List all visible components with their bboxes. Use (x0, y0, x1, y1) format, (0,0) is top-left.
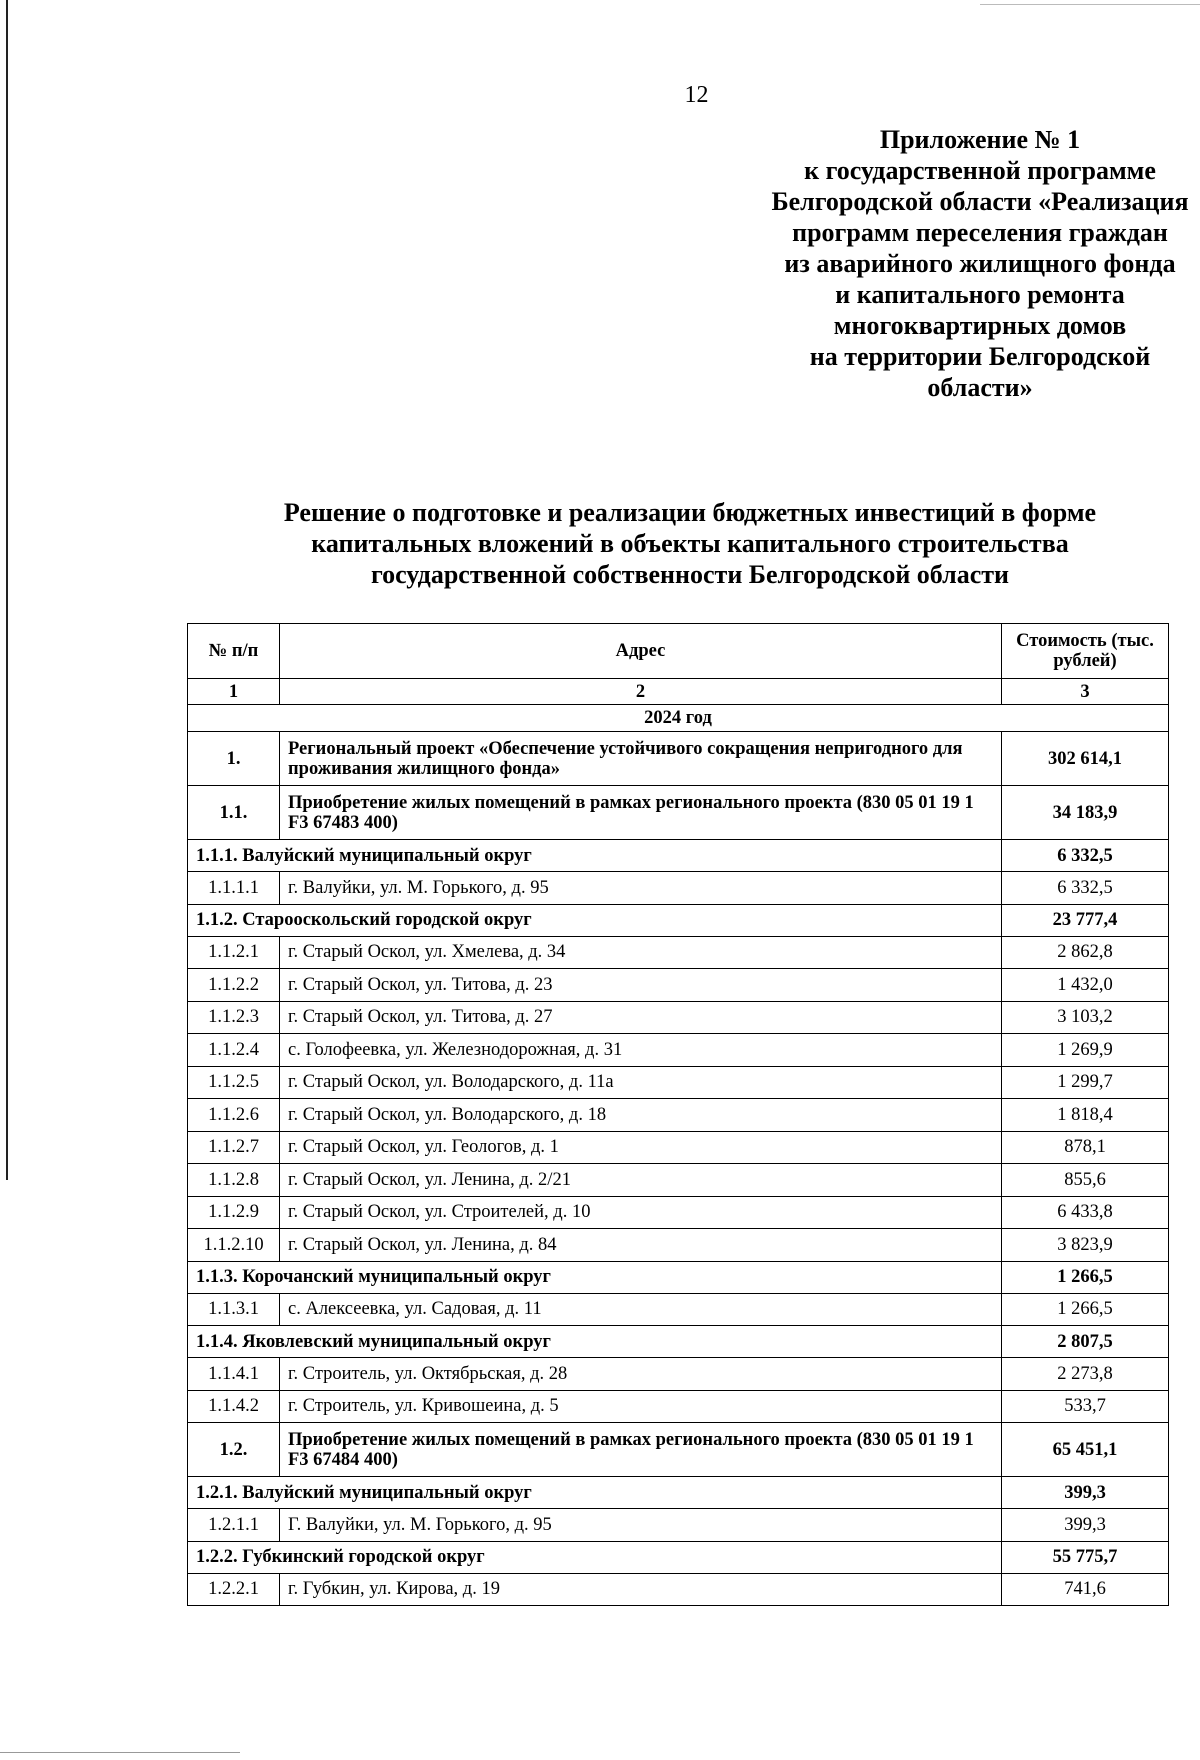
project-row (188, 1423, 1169, 1477)
cost-cell: 1 299,7 (1002, 1066, 1169, 1099)
table-row (188, 1099, 1169, 1132)
table-row (188, 969, 1169, 1002)
title-line: капитальных вложений в объекты капитального строительства (311, 529, 1069, 558)
investment-table (187, 623, 1169, 1606)
scan-left-edge (6, 0, 8, 1180)
row-number: 1.1.4.2 (188, 1390, 280, 1423)
row-number: 1.1. (188, 786, 280, 840)
appendix-line: на территории Белгородской (809, 342, 1151, 371)
cost-cell: 34 183,9 (1002, 786, 1169, 840)
project-name: Приобретение жилых помещений в рамках регионального проекта (830 05 01 19 1 F3 67483 400) (280, 786, 1002, 840)
scan-bottom-edge (0, 1752, 240, 1753)
cost-cell: 2 862,8 (1002, 936, 1169, 969)
district-name: 1.1.3. Корочанский муниципальный округ (188, 1261, 1002, 1293)
table-row (188, 872, 1169, 905)
table-row (188, 1164, 1169, 1197)
address-cell: с. Голофеевка, ул. Железнодорожная, д. 31 (280, 1034, 1002, 1067)
appendix-heading (700, 124, 1200, 403)
column-number: 1 (188, 679, 280, 705)
row-number: 1.2. (188, 1423, 280, 1477)
district-cost: 399,3 (1002, 1477, 1169, 1509)
table-row (188, 1034, 1169, 1067)
cost-cell: 1 266,5 (1002, 1293, 1169, 1326)
column-numbers-row (188, 679, 1169, 705)
title-line: государственной собственности Белгородской области (370, 560, 1010, 589)
address-cell: с. Алексеевка, ул. Садовая, д. 11 (280, 1293, 1002, 1326)
appendix-line: Белгородской области «Реализация (771, 187, 1189, 216)
cost-cell: 399,3 (1002, 1509, 1169, 1542)
table-row (188, 1229, 1169, 1262)
row-number: 1.1.2.9 (188, 1196, 280, 1229)
address-cell: Г. Валуйки, ул. М. Горького, д. 95 (280, 1509, 1002, 1542)
district-cost: 23 777,4 (1002, 904, 1169, 936)
row-number: 1.1.2.1 (188, 936, 280, 969)
cost-cell: 1 818,4 (1002, 1099, 1169, 1132)
district-name: 1.1.4. Яковлевский муниципальный округ (188, 1326, 1002, 1358)
table-row (188, 1001, 1169, 1034)
cost-cell: 6 332,5 (1002, 872, 1169, 905)
table-row (188, 1196, 1169, 1229)
cost-cell: 533,7 (1002, 1390, 1169, 1423)
table-row (188, 1358, 1169, 1391)
address-cell: г. Старый Оскол, ул. Ленина, д. 84 (280, 1229, 1002, 1262)
row-number: 1.1.2.4 (188, 1034, 280, 1067)
district-cost: 55 775,7 (1002, 1541, 1169, 1573)
header-number: № п/п (188, 624, 280, 679)
row-number: 1.2.2.1 (188, 1573, 280, 1606)
address-cell: г. Старый Оскол, ул. Титова, д. 27 (280, 1001, 1002, 1034)
cost-cell: 2 273,8 (1002, 1358, 1169, 1391)
appendix-line: программ переселения граждан (792, 218, 1168, 247)
table-row (188, 1390, 1169, 1423)
appendix-line: и капитального ремонта (835, 280, 1125, 309)
header-address: Адрес (280, 624, 1002, 679)
address-cell: г. Старый Оскол, ул. Ленина, д. 2/21 (280, 1164, 1002, 1197)
table-row (188, 936, 1169, 969)
title-line: Решение о подготовке и реализации бюджетных инвестиций в форме (283, 498, 1097, 527)
district-name: 1.1.1. Валуйский муниципальный округ (188, 840, 1002, 872)
table-row (188, 1066, 1169, 1099)
district-subtotal-row (188, 840, 1169, 872)
row-number: 1.1.2.6 (188, 1099, 280, 1132)
cost-cell: 3 103,2 (1002, 1001, 1169, 1034)
row-number: 1.1.2.2 (188, 969, 280, 1002)
row-number: 1.1.3.1 (188, 1293, 280, 1326)
district-name: 1.2.2. Губкинский городской округ (188, 1541, 1002, 1573)
row-number: 1.1.2.5 (188, 1066, 280, 1099)
year-label: 2024 год (188, 705, 1169, 732)
cost-cell: 855,6 (1002, 1164, 1169, 1197)
table-header-row (188, 624, 1169, 679)
address-cell: г. Старый Оскол, ул. Хмелева, д. 34 (280, 936, 1002, 969)
cost-cell: 741,6 (1002, 1573, 1169, 1606)
row-number: 1.1.1.1 (188, 872, 280, 905)
address-cell: г. Старый Оскол, ул. Володарского, д. 18 (280, 1099, 1002, 1132)
address-cell: г. Строитель, ул. Октябрьская, д. 28 (280, 1358, 1002, 1391)
row-number: 1.1.2.7 (188, 1131, 280, 1164)
district-cost: 2 807,5 (1002, 1326, 1169, 1358)
district-subtotal-row (188, 1541, 1169, 1573)
row-number: 1.1.2.10 (188, 1229, 280, 1262)
cost-cell: 65 451,1 (1002, 1423, 1169, 1477)
cost-cell: 1 269,9 (1002, 1034, 1169, 1067)
header-cost: Стоимость (тыс. рублей) (1002, 624, 1169, 679)
district-subtotal-row (188, 1261, 1169, 1293)
table-row (188, 1509, 1169, 1542)
address-cell: г. Старый Оскол, ул. Геологов, д. 1 (280, 1131, 1002, 1164)
district-cost: 1 266,5 (1002, 1261, 1169, 1293)
row-number: 1.1.2.3 (188, 1001, 280, 1034)
project-name: Приобретение жилых помещений в рамках регионального проекта (830 05 01 19 1 F3 67484 400) (280, 1423, 1002, 1477)
table-row (188, 1131, 1169, 1164)
appendix-line: Приложение № 1 (879, 125, 1081, 154)
column-number: 2 (280, 679, 1002, 705)
district-name: 1.1.2. Старооскольский городской округ (188, 904, 1002, 936)
address-cell: г. Старый Оскол, ул. Володарского, д. 11а (280, 1066, 1002, 1099)
cost-cell: 1 432,0 (1002, 969, 1169, 1002)
address-cell: г. Валуйки, ул. М. Горького, д. 95 (280, 872, 1002, 905)
cost-cell: 878,1 (1002, 1131, 1169, 1164)
row-number: 1.2.1.1 (188, 1509, 280, 1542)
cost-cell: 6 433,8 (1002, 1196, 1169, 1229)
district-subtotal-row (188, 904, 1169, 936)
appendix-line: из аварийного жилищного фонда (784, 249, 1176, 278)
appendix-line: области» (927, 373, 1033, 402)
row-number: 1. (188, 732, 280, 786)
table-row (188, 1573, 1169, 1606)
project-row (188, 786, 1169, 840)
address-cell: г. Старый Оскол, ул. Строителей, д. 10 (280, 1196, 1002, 1229)
cost-cell: 302 614,1 (1002, 732, 1169, 786)
cost-cell: 3 823,9 (1002, 1229, 1169, 1262)
document-title (190, 497, 1190, 590)
table-row (188, 1293, 1169, 1326)
column-number: 3 (1002, 679, 1169, 705)
address-cell: г. Губкин, ул. Кирова, д. 19 (280, 1573, 1002, 1606)
district-subtotal-row (188, 1326, 1169, 1358)
year-row (188, 705, 1169, 732)
project-row (188, 732, 1169, 786)
address-cell: г. Старый Оскол, ул. Титова, д. 23 (280, 969, 1002, 1002)
address-cell: г. Строитель, ул. Кривошеина, д. 5 (280, 1390, 1002, 1423)
appendix-line: многоквартирных домов (833, 311, 1127, 340)
page-number: 12 (684, 82, 709, 108)
row-number: 1.1.4.1 (188, 1358, 280, 1391)
appendix-line: к государственной программе (804, 156, 1156, 185)
scan-top-edge (980, 4, 1200, 5)
district-cost: 6 332,5 (1002, 840, 1169, 872)
district-name: 1.2.1. Валуйский муниципальный округ (188, 1477, 1002, 1509)
project-name: Региональный проект «Обеспечение устойчивого сокращения непригодного для проживания жилищного фонда» (280, 732, 1002, 786)
district-subtotal-row (188, 1477, 1169, 1509)
row-number: 1.1.2.8 (188, 1164, 280, 1197)
